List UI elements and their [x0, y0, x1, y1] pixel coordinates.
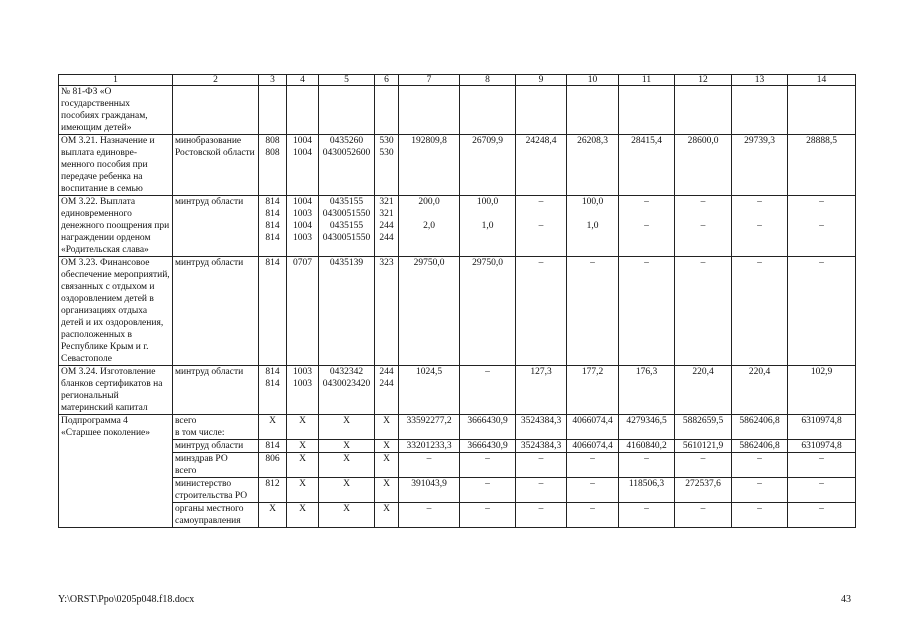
- amount-cell: –: [732, 453, 788, 478]
- amount-cell: [516, 257, 567, 366]
- amount-cell: 5882659,5: [675, 415, 732, 440]
- rzpr-cell-line: 1004: [293, 197, 312, 207]
- executor-line: всего: [175, 466, 197, 476]
- amount-cell: [675, 135, 732, 196]
- amount-cell: [619, 257, 675, 366]
- amount-cell: [619, 366, 675, 415]
- amount-cell: [675, 257, 732, 366]
- amount-cell: [788, 257, 856, 366]
- grbs-cell: 814: [259, 440, 287, 453]
- amount-value: –: [538, 258, 544, 268]
- grbs-cell: X: [259, 415, 287, 440]
- executor-cell: [173, 503, 259, 528]
- vr-cell-line: 244: [379, 221, 394, 231]
- amount-cell: –: [567, 503, 619, 528]
- grbs-cell: 812: [259, 478, 287, 503]
- amount-cell: [460, 366, 516, 415]
- amount-cell: [516, 135, 567, 196]
- amount-cell: 3524384,3: [516, 440, 567, 453]
- amount-value: –: [485, 367, 490, 377]
- amount-value: –: [700, 258, 706, 268]
- column-header: 6: [375, 75, 399, 86]
- vr-cell: [375, 196, 399, 257]
- vr-cell: X: [375, 503, 399, 528]
- footer-file-path: Y:\ORST\Ppo\0205p048.f18.docx: [58, 594, 195, 605]
- amount-cell: –: [619, 453, 675, 478]
- amount-cell: 5610121,9: [675, 440, 732, 453]
- amount-cell: 391043,9: [399, 478, 460, 503]
- executor-cell-line: минтруд области: [175, 197, 244, 207]
- amount-cell: 6310974,8: [788, 415, 856, 440]
- amount-cell: [732, 86, 788, 135]
- amount-cell: [675, 366, 732, 415]
- vr-cell: X: [375, 415, 399, 440]
- grbs-cell-line: 814: [265, 209, 280, 219]
- amount-cell: 33592277,2: [399, 415, 460, 440]
- executor-cell-line: минтруд области: [175, 367, 244, 377]
- csr-cell-line: 0430052600: [322, 148, 371, 158]
- amount-cell: [399, 86, 460, 135]
- amount-cell: 6310974,8: [788, 440, 856, 453]
- measure-name: № 81-ФЗ «О государственных пособиях гражданам, имеющим детей»: [59, 86, 173, 135]
- amount-cell: –: [460, 478, 516, 503]
- executor-cell-line: минтруд области: [175, 258, 244, 268]
- amount-cell: –: [567, 478, 619, 503]
- amount-cell: [732, 196, 788, 257]
- amount-value: 200,0: [418, 197, 440, 207]
- amount-cell: –: [732, 503, 788, 528]
- amount-value: 127,3: [530, 367, 552, 377]
- amount-cell: 4279346,5: [619, 415, 675, 440]
- table-row: [59, 135, 856, 196]
- amount-cell: [399, 196, 460, 257]
- grbs-cell: X: [259, 503, 287, 528]
- amount-cell: [567, 196, 619, 257]
- grbs-cell: [259, 86, 287, 135]
- amount-cell: –: [516, 453, 567, 478]
- amount-cell: [516, 196, 567, 257]
- amount-cell: [619, 196, 675, 257]
- csr-cell-line: 0430023420: [322, 379, 371, 389]
- csr-cell-line: 0430051550: [322, 233, 371, 243]
- grbs-cell-line: 808: [265, 136, 280, 146]
- amount-cell: [619, 86, 675, 135]
- rzpr-cell-line: 1003: [293, 367, 312, 377]
- amount-value: 2,0: [423, 221, 435, 231]
- amount-value: –: [819, 221, 824, 231]
- table-row: [59, 366, 856, 415]
- executor-line: минздрав РО: [175, 454, 228, 464]
- amount-cell: [516, 86, 567, 135]
- subprogram-name: Подпрограмма 4 «Старшее поколение»: [59, 415, 173, 528]
- amount-cell: –: [788, 478, 856, 503]
- amount-value: –: [819, 258, 824, 268]
- amount-value: –: [757, 258, 762, 268]
- amount-cell: [460, 135, 516, 196]
- csr-cell: X: [319, 440, 375, 453]
- grbs-cell-line: 808: [265, 148, 280, 158]
- rzpr-cell-line: 1003: [293, 379, 312, 389]
- rz-cell: X: [287, 503, 319, 528]
- executor-line: органы местного: [175, 504, 244, 514]
- rzpr-cell-line: 1004: [293, 148, 312, 158]
- column-header: 1: [59, 75, 173, 86]
- rzpr-cell: [287, 196, 319, 257]
- executor-cell: [173, 366, 259, 415]
- table-row: [59, 257, 856, 366]
- amount-value: 192809,8: [411, 136, 447, 146]
- amount-value: –: [700, 221, 706, 231]
- csr-cell: [319, 366, 375, 415]
- grbs-cell-line: 814: [265, 197, 280, 207]
- csr-cell-line: 0435155: [329, 221, 364, 231]
- amount-cell: [619, 135, 675, 196]
- vr-cell-line: 244: [379, 367, 394, 377]
- amount-value: 28888,5: [806, 136, 837, 146]
- amount-cell: [675, 196, 732, 257]
- column-header: 9: [516, 75, 567, 86]
- amount-value: 1,0: [586, 221, 599, 231]
- grbs-cell: 806: [259, 453, 287, 478]
- vr-cell-line: 321: [379, 209, 394, 219]
- amount-value: 1,0: [481, 221, 494, 231]
- rzpr-cell: [287, 366, 319, 415]
- csr-cell-line: 0430051550: [322, 209, 371, 219]
- csr-cell: [319, 86, 375, 135]
- column-header: 11: [619, 75, 675, 86]
- vr-cell-line: 323: [379, 258, 394, 268]
- amount-cell: –: [788, 503, 856, 528]
- amount-cell: [788, 196, 856, 257]
- amount-value: –: [819, 197, 824, 207]
- amount-cell: [567, 86, 619, 135]
- rz-cell: X: [287, 415, 319, 440]
- subprogram-row: [59, 440, 856, 453]
- executor-line: строительства РО: [175, 491, 248, 501]
- executor-line: всего: [175, 416, 197, 426]
- amount-cell: [399, 135, 460, 196]
- amount-cell: [567, 135, 619, 196]
- table-row: [59, 196, 856, 257]
- vr-cell: X: [375, 440, 399, 453]
- amount-value: 100,0: [476, 197, 499, 207]
- executor-cell: [173, 135, 259, 196]
- amount-cell: [460, 257, 516, 366]
- vr-cell-line: 530: [379, 148, 394, 158]
- amount-cell: [675, 86, 732, 135]
- amount-value: 29750,0: [413, 258, 445, 268]
- csr-cell: [319, 257, 375, 366]
- amount-cell: 3666430,9: [460, 440, 516, 453]
- grbs-cell-line: 814: [265, 233, 280, 243]
- amount-cell: [788, 86, 856, 135]
- amount-cell: –: [516, 478, 567, 503]
- amount-value: –: [757, 221, 762, 231]
- subprogram-row: [59, 503, 856, 528]
- amount-cell: –: [399, 503, 460, 528]
- subprogram-row: [59, 478, 856, 503]
- executor-cell: [173, 440, 259, 453]
- amount-cell: –: [732, 478, 788, 503]
- rzpr-cell-line: 1004: [293, 221, 312, 231]
- amount-value: –: [538, 197, 544, 207]
- amount-value: 176,3: [635, 367, 658, 377]
- executor-line: минтруд области: [175, 441, 244, 451]
- amount-value: 220,4: [692, 367, 714, 377]
- amount-cell: [399, 366, 460, 415]
- executor-cell: [173, 86, 259, 135]
- amount-value: 29750,0: [472, 258, 503, 268]
- amount-value: 100,0: [581, 197, 604, 207]
- amount-cell: [460, 86, 516, 135]
- executor-cell: [173, 257, 259, 366]
- vr-cell-line: 244: [379, 233, 394, 243]
- executor-cell: [173, 415, 259, 440]
- grbs-cell: [259, 257, 287, 366]
- csr-cell: X: [319, 453, 375, 478]
- rzpr-cell-line: 1003: [293, 233, 312, 243]
- executor-cell: [173, 478, 259, 503]
- rzpr-cell-line: 0707: [293, 258, 312, 268]
- grbs-cell-line: 814: [265, 221, 280, 231]
- measure-name: ОМ 3.21. Назначение и выплата единовре-менного пособия при передаче ребенка на воспитание в семью: [59, 135, 173, 196]
- column-header: 13: [732, 75, 788, 86]
- amount-cell: –: [567, 453, 619, 478]
- executor-line: в том числе:: [175, 428, 225, 438]
- rz-cell: X: [287, 453, 319, 478]
- vr-cell: [375, 135, 399, 196]
- amount-cell: [732, 366, 788, 415]
- rzpr-cell: [287, 135, 319, 196]
- subprogram-row: [59, 415, 856, 440]
- csr-cell-line: 0435260: [329, 136, 364, 146]
- amount-value: –: [644, 258, 649, 268]
- amount-value: –: [644, 197, 649, 207]
- amount-cell: –: [399, 453, 460, 478]
- amount-cell: 4066074,4: [567, 440, 619, 453]
- csr-cell-line: 0435155: [329, 197, 364, 207]
- amount-value: –: [590, 258, 595, 268]
- column-header: 8: [460, 75, 516, 86]
- executor-cell: [173, 453, 259, 478]
- amount-cell: –: [788, 453, 856, 478]
- amount-cell: –: [516, 503, 567, 528]
- amount-value: 29739,3: [744, 136, 775, 146]
- grbs-cell-line: 814: [265, 379, 280, 389]
- header-row: [59, 75, 856, 86]
- vr-cell-line: 530: [379, 136, 394, 146]
- rzpr-cell-line: 1004: [293, 136, 312, 146]
- column-header: 7: [399, 75, 460, 86]
- grbs-cell: [259, 135, 287, 196]
- grbs-cell: [259, 366, 287, 415]
- vr-cell: [375, 257, 399, 366]
- amount-cell: –: [460, 453, 516, 478]
- amount-cell: 4160840,2: [619, 440, 675, 453]
- csr-cell: X: [319, 503, 375, 528]
- amount-value: 177,2: [581, 367, 604, 377]
- vr-cell-line: 244: [379, 379, 394, 389]
- csr-cell: X: [319, 415, 375, 440]
- vr-cell-line: 321: [379, 197, 394, 207]
- rz-cell: X: [287, 478, 319, 503]
- rz-cell: X: [287, 440, 319, 453]
- measure-name: ОМ 3.22. Выплата единовременного денежного поощрения при награждении орденом «Родительская слава»: [59, 196, 173, 257]
- amount-cell: [788, 366, 856, 415]
- executor-line: самоуправления: [175, 516, 241, 526]
- amount-cell: [788, 135, 856, 196]
- amount-cell: [732, 135, 788, 196]
- csr-cell: X: [319, 478, 375, 503]
- amount-cell: –: [460, 503, 516, 528]
- column-header: 5: [319, 75, 375, 86]
- column-header: 4: [287, 75, 319, 86]
- amount-cell: 5862406,8: [732, 415, 788, 440]
- grbs-cell: [259, 196, 287, 257]
- amount-cell: [567, 257, 619, 366]
- amount-value: 28415,4: [631, 136, 662, 146]
- amount-value: 220,4: [748, 367, 771, 377]
- grbs-cell-line: 814: [265, 258, 280, 268]
- vr-cell: X: [375, 478, 399, 503]
- amount-value: 26709,9: [472, 136, 503, 146]
- column-header: 14: [788, 75, 856, 86]
- csr-cell-line: 0435139: [329, 258, 364, 268]
- amount-cell: 272537,6: [675, 478, 732, 503]
- grbs-cell-line: 814: [265, 367, 280, 377]
- amount-value: –: [644, 221, 649, 231]
- amount-value: 24248,4: [525, 136, 557, 146]
- amount-cell: [732, 257, 788, 366]
- executor-cell-line: минобразование Ростовской области: [175, 136, 255, 158]
- column-header: 10: [567, 75, 619, 86]
- amount-cell: [516, 366, 567, 415]
- amount-cell: 118506,3: [619, 478, 675, 503]
- vr-cell: X: [375, 453, 399, 478]
- amount-cell: 5862406,8: [732, 440, 788, 453]
- amount-cell: [567, 366, 619, 415]
- vr-cell: [375, 86, 399, 135]
- column-header: 2: [173, 75, 259, 86]
- rzpr-cell-line: 1003: [293, 209, 312, 219]
- amount-value: 102,9: [810, 367, 833, 377]
- amount-value: –: [757, 197, 762, 207]
- vr-cell: [375, 366, 399, 415]
- amount-cell: –: [619, 503, 675, 528]
- amount-cell: –: [675, 453, 732, 478]
- budget-table: [58, 74, 856, 528]
- amount-value: 28600,0: [687, 136, 719, 146]
- amount-cell: 3524384,3: [516, 415, 567, 440]
- measure-name: ОМ 3.23. Финансовое обеспечение мероприятий, связанных с отдыхом и оздоровлением детей в организациях отдыха детей и их оздоровления, расположенных в Республике Крым и г. Севастополе: [59, 257, 173, 366]
- rzpr-cell: [287, 86, 319, 135]
- column-header: 3: [259, 75, 287, 86]
- amount-value: –: [700, 197, 706, 207]
- csr-cell-line: 0432342: [329, 367, 364, 377]
- measure-name: ОМ 3.24. Изготовление бланков сертификатов на региональный материнский капитал: [59, 366, 173, 415]
- amount-cell: [399, 257, 460, 366]
- amount-value: 1024,5: [415, 367, 443, 377]
- rzpr-cell: [287, 257, 319, 366]
- amount-value: 26208,3: [577, 136, 608, 146]
- executor-cell: [173, 196, 259, 257]
- amount-cell: 4066074,4: [567, 415, 619, 440]
- amount-cell: 33201233,3: [399, 440, 460, 453]
- amount-cell: [460, 196, 516, 257]
- executor-line: министерство: [175, 479, 232, 489]
- table-row: [59, 86, 856, 135]
- amount-cell: –: [675, 503, 732, 528]
- amount-value: –: [538, 221, 544, 231]
- column-header: 12: [675, 75, 732, 86]
- subprogram-row: [59, 453, 856, 478]
- amount-cell: 3666430,9: [460, 415, 516, 440]
- csr-cell: [319, 196, 375, 257]
- csr-cell: [319, 135, 375, 196]
- page-number: 43: [841, 594, 851, 605]
